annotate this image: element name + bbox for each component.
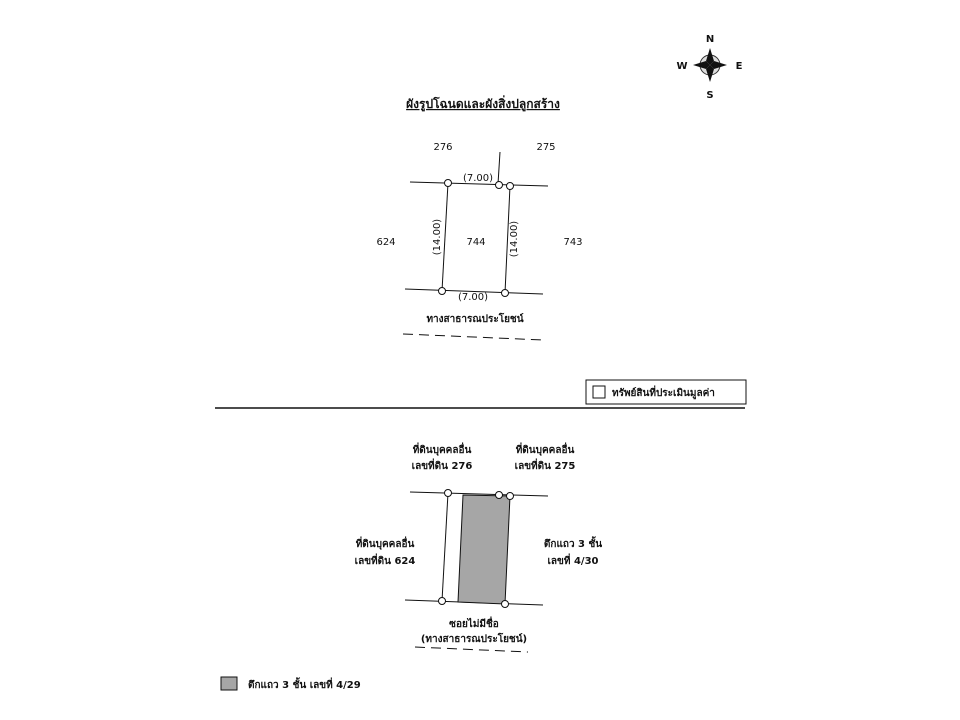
boundary-marker (507, 183, 514, 190)
compass-west-label: W (676, 61, 688, 72)
neighbor-743-label: 743 (563, 237, 583, 248)
neighbor-e-line1: ตึกแถว 3 ชั้น (543, 539, 603, 550)
boundary-marker (445, 490, 452, 497)
boundary-marker (502, 601, 509, 608)
neighbor-divider-line (498, 152, 500, 184)
dim-right-label: (14.00) (509, 220, 520, 258)
neighbor-nw-line1: ที่ดินบุคคลอื่น (412, 445, 472, 456)
road-label: ทางสาธารณประโยชน์ (426, 314, 524, 325)
boundary-marker (439, 288, 446, 295)
neighbor-275-label: 275 (536, 142, 556, 153)
plan-title: ผังรูปโฉนดและผังสิ่งปลูกสร้าง (406, 97, 560, 111)
legend-building (221, 677, 361, 691)
bottom-building-plan (355, 442, 603, 652)
legend-label: ตึกแถว 3 ชั้น เลขที่ 4/29 (248, 680, 361, 691)
neighbor-nw-line2: เลขที่ดิน 276 (411, 461, 473, 472)
boundary-marker (496, 492, 503, 499)
plot-number-label: 744 (466, 237, 486, 248)
dim-bottom-label: (7.00) (457, 292, 489, 303)
neighbor-e-line2: เลขที่ 4/30 (547, 556, 599, 567)
top-plot-plan (376, 142, 582, 340)
legend-swatch (221, 677, 237, 690)
compass-south-label: S (706, 90, 714, 101)
road-line1: ซอยไม่มีชื่อ (449, 619, 499, 630)
boundary-marker (507, 493, 514, 500)
legend-assessed-property (586, 380, 746, 404)
boundary-marker (502, 290, 509, 297)
neighbor-w-line2: เลขที่ดิน 624 (354, 556, 416, 567)
compass-rose (676, 34, 742, 101)
road-edge-dashed (403, 334, 543, 340)
road-line2: (ทางสาธารณประโยชน์) (420, 634, 528, 645)
boundary-marker (496, 182, 503, 189)
neighbor-ne-line2: เลขที่ดิน 275 (514, 461, 576, 472)
neighbor-276-label: 276 (433, 142, 453, 153)
legend-label: ทรัพย์สินที่ประเมินมูลค่า (612, 388, 715, 399)
left-plot-edge (442, 493, 448, 601)
road-edge-dashed (415, 647, 528, 652)
neighbor-w-line1: ที่ดินบุคคลอื่น (355, 539, 415, 550)
building-footprint (458, 495, 510, 604)
neighbor-624-label: 624 (376, 237, 396, 248)
boundary-marker (445, 180, 452, 187)
boundary-marker (439, 598, 446, 605)
dim-left-label: (14.00) (432, 218, 443, 256)
dim-top-label: (7.00) (462, 173, 494, 184)
neighbor-ne-line1: ที่ดินบุคคลอื่น (515, 445, 575, 456)
compass-north-label: N (705, 34, 715, 45)
compass-east-label: E (735, 61, 743, 72)
legend-swatch (593, 386, 605, 398)
